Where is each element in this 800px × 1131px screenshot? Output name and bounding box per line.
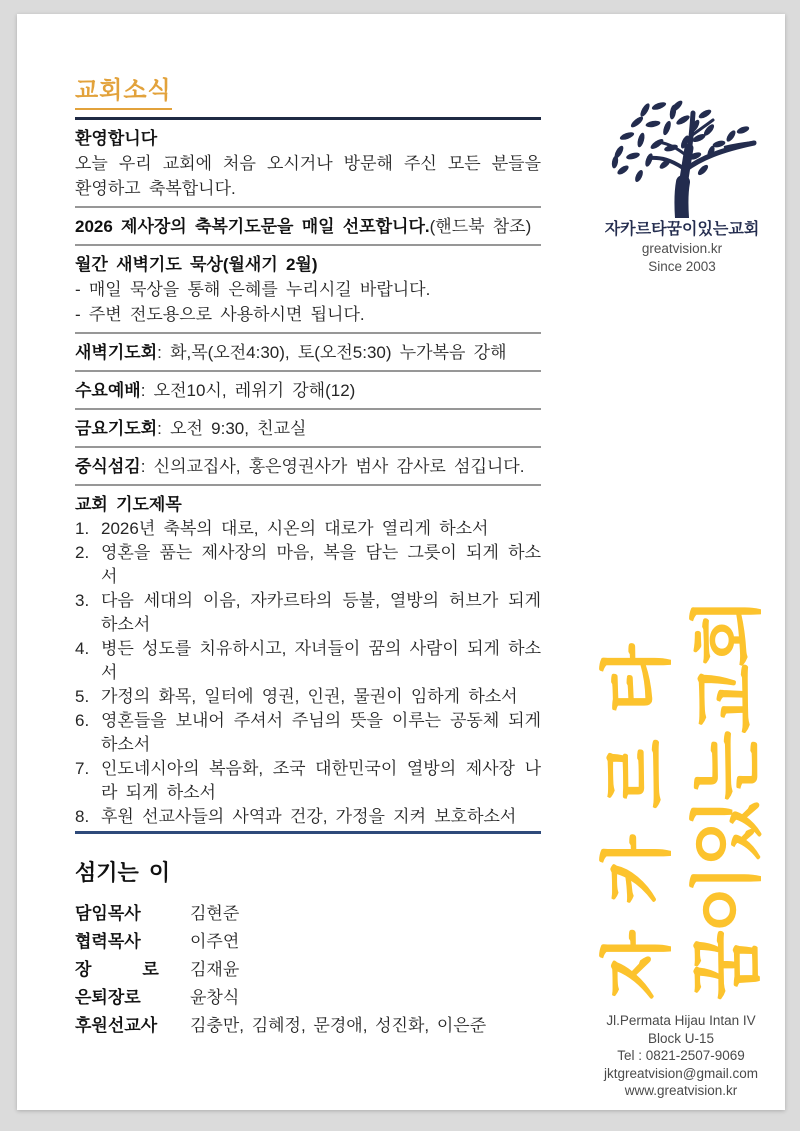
prayer-item-number: 5. [75,687,90,706]
wednesday-label: 수요예배 [75,381,141,400]
contact-block [581,1012,781,1100]
news-column [75,70,541,834]
banner-line-church: 꿈이있는교회 [688,600,768,1000]
lunch-line [75,454,541,479]
prayer-item-text: 영혼들을 보내어 주셔서 주님의 뜻을 이루는 공동체 되게 하소서 [101,711,541,754]
serving-name: 김충만, 김혜정, 문경애, 성진화, 이은준 [190,1016,487,1035]
monthly-heading: 월간 새벽기도 묵상(월새기 2월) [75,255,318,274]
friday-line [75,416,541,441]
tree-logo-icon [607,100,757,218]
dawn-prayer-line [75,340,541,365]
serving-role: 은퇴장로 [75,988,141,1007]
prayer-item-text: 다음 세대의 이음, 자카르타의 등불, 열방의 허브가 되게 하소서 [101,591,541,634]
section-friday-prayer [75,410,541,448]
prayer-item-text: 2026년 축복의 대로, 시온의 대로가 열리게 하소서 [101,519,489,538]
prayer-item-number: 3. [75,591,90,610]
prayer-item-text: 인도네시아의 복음화, 조국 대한민국이 열방의 제사장 나라 되게 하소서 [101,759,541,802]
contact-address-line2: Block U-15 [647,1030,715,1046]
section-announcement-2026 [75,208,541,246]
announcement-bold: 2026 제사장의 축복기도문을 매일 선포합니다. [75,217,430,236]
serving-row [75,984,541,1012]
monthly-bullet-1: - 매일 묵상을 통해 은혜를 누리시길 바랍니다. [75,280,431,299]
serving-row [75,900,541,928]
prayer-item-number: 7. [75,759,90,778]
friday-text: : 오전 9:30, 친교실 [157,419,307,438]
prayer-item [75,805,541,829]
contact-website: www.greatvision.kr [624,1083,738,1098]
prayer-item-number: 8. [75,807,90,826]
prayer-item-number: 6. [75,711,90,730]
serving-section [75,858,541,1040]
prayer-item [75,757,541,805]
prayer-heading: 교회 기도제목 [75,495,182,514]
serving-name: 김재윤 [190,960,240,979]
contact-address-line1: Jl.Permata Hijau Intan IV [606,1013,756,1028]
serving-row [75,956,541,984]
serving-name: 김현준 [190,904,240,923]
page-title: 교회소식 [75,70,172,110]
prayer-item [75,517,541,541]
prayer-item [75,541,541,589]
section-lunch-serving [75,448,541,486]
logo-website: greatvision.kr [641,241,723,256]
serving-role: 후원선교사 [75,1016,158,1035]
bulletin-sheet [17,14,785,1110]
contact-email: jktgreatvision@gmail.com [603,1065,758,1081]
prayer-item-number: 2. [75,543,90,562]
welcome-heading: 환영합니다 [75,129,158,148]
prayer-item [75,637,541,685]
prayer-item-text: 가정의 화목, 일터에 영권, 인권, 물권이 임하게 하소서 [101,687,518,706]
logo-church-name: 자카르타꿈이있는교회 [604,221,760,238]
serving-heading: 섬기는 이 [75,860,171,885]
lunch-text: : 신의교집사, 홍은영권사가 범사 감사로 섬깁니다. [140,457,525,476]
serving-name: 이주연 [190,932,240,951]
serving-role: 담임목사 [75,904,141,923]
prayer-item-number: 1. [75,519,90,538]
lunch-label: 중식섬김 [75,457,141,476]
section-welcome [75,120,541,208]
prayer-item-text: 후원 선교사들의 사역과 건강, 가정을 지켜 보호하소서 [101,807,517,826]
prayer-item-number: 4. [75,639,90,658]
welcome-body: 오늘 우리 교회에 처음 오시거나 방문해 주신 모든 분들을 환영하고 축복합니다. [75,154,541,198]
prayer-item [75,709,541,757]
tree-leaves [611,100,750,183]
vertical-banner [593,585,773,1000]
prayer-item [75,589,541,637]
monthly-bullet-2: - 주변 전도용으로 사용하시면 됩니다. [75,305,365,324]
section-prayer-topics [75,486,541,834]
dawn-prayer-text: : 화,목(오전4:30), 토(오전5:30) 누가복음 강해 [157,343,507,362]
wednesday-text: : 오전10시, 레위기 강해(12) [140,381,356,400]
announcement-line [75,214,541,239]
prayer-item-text: 병든 성도를 치유하시고, 자녀들이 꿈의 사람이 되게 하소서 [101,639,541,682]
serving-row [75,1012,541,1040]
contact-phone: Tel : 0821-2507-9069 [617,1048,745,1063]
serving-row [75,928,541,956]
announcement-note: (핸드북 참조) [429,217,532,236]
serving-name: 윤창식 [190,988,240,1007]
section-dawn-prayer [75,334,541,372]
section-wednesday-service [75,372,541,410]
banner-line-jakarta: 자카르타 [598,617,678,1000]
serving-role: 장 로 [75,960,159,979]
news-sections [75,117,541,834]
wednesday-line [75,378,541,403]
friday-label: 금요기도회 [75,419,158,438]
serving-role: 협력목사 [75,932,141,951]
logo-since: Since 2003 [648,259,716,274]
prayer-item-text: 영혼을 품는 제사장의 마음, 복을 담는 그릇이 되게 하소서 [101,543,541,586]
prayer-item [75,685,541,709]
dawn-prayer-label: 새벽기도회 [75,343,158,362]
section-monthly-devotion [75,246,541,334]
church-logo [589,100,775,276]
